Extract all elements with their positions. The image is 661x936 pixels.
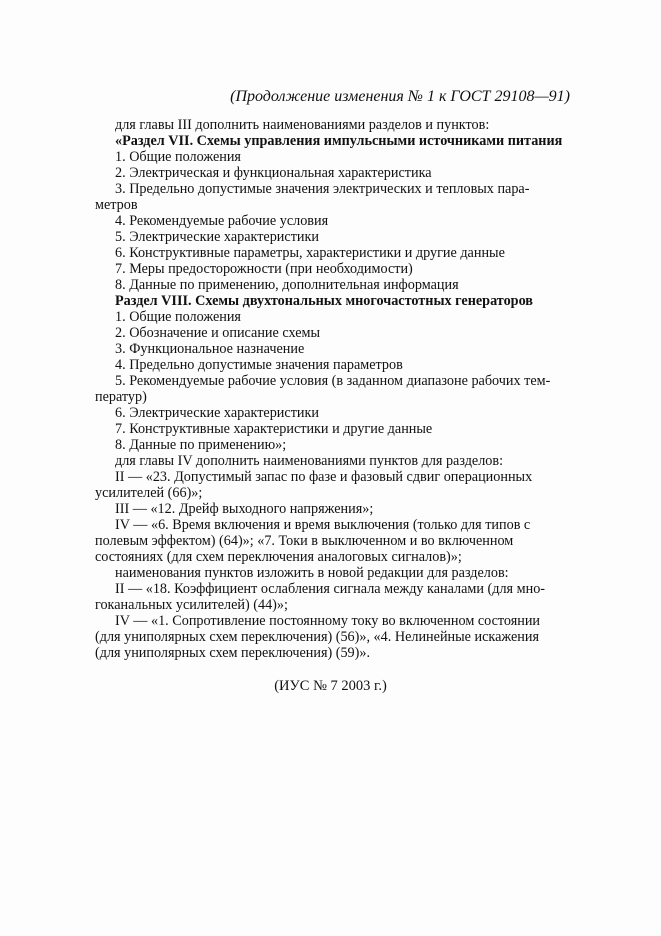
text-line: «Раздел VII. Схемы управления импульсными источниками питания <box>115 133 563 149</box>
text-line: II — «23. Допустимый запас по фазе и фазовый сдвиг операционных <box>115 469 533 485</box>
text-line: (для униполярных схем переключения) (56)», «4. Нелинейные искажения <box>95 629 539 645</box>
text-line: 1. Общие положения <box>115 309 241 325</box>
text-line: 7. Конструктивные характеристики и другие данные <box>115 421 433 437</box>
text-line: 6. Конструктивные параметры, характеристики и другие данные <box>115 245 505 261</box>
text-line: 1. Общие положения <box>115 149 241 165</box>
document-body <box>95 117 565 661</box>
text-line: IV — «1. Сопротивление постоянному току во включенном состоянии <box>115 613 541 629</box>
text-line: 5. Рекомендуемые рабочие условия (в заданном диапазоне рабочих тем- <box>115 373 551 389</box>
text-line: для главы III дополнить наименованиями разделов и пунктов: <box>115 117 490 133</box>
text-line: IV — «6. Время включения и время выключения (только для типов с <box>115 517 531 533</box>
text-line: 5. Электрические характеристики <box>115 229 319 245</box>
text-line: Раздел VIII. Схемы двухтональных многочастотных генераторов <box>115 293 533 309</box>
text-line: состояниях (для схем переключения аналоговых сигналов)»; <box>95 549 462 565</box>
text-line: II — «18. Коэффициент ослабления сигнала между каналами (для мно- <box>115 581 546 597</box>
text-line: 8. Данные по применению, дополнительная информация <box>115 277 459 293</box>
text-line: для главы IV дополнить наименованиями пунктов для разделов: <box>115 453 504 469</box>
text-line: 4. Предельно допустимые значения параметров <box>115 357 403 373</box>
source-reference: (ИУС № 7 2003 г.) <box>274 678 387 694</box>
text-line: 3. Предельно допустимые значения электрических и тепловых пара- <box>115 181 530 197</box>
text-line: усилителей (66)»; <box>95 485 203 501</box>
text-line: метров <box>95 197 138 213</box>
text-line: 2. Электрическая и функциональная характеристика <box>115 165 432 181</box>
text-line: (для униполярных схем переключения) (59)». <box>95 645 371 661</box>
text-line: 7. Меры предосторожности (при необходимости) <box>115 261 413 277</box>
text-line: ператур) <box>95 389 147 405</box>
text-line: гоканальных усилителей) (44)»; <box>95 597 288 613</box>
text-line: 2. Обозначение и описание схемы <box>115 325 321 341</box>
text-line: полевым эффектом) (64)»; «7. Токи в выключенном и во включенном <box>95 533 514 549</box>
text-line: 6. Электрические характеристики <box>115 405 319 421</box>
text-line: 4. Рекомендуемые рабочие условия <box>115 213 329 229</box>
text-line: III — «12. Дрейф выходного напряжения»; <box>115 501 374 517</box>
continuation-header: (Продолжение изменения № 1 к ГОСТ 29108—91) <box>230 88 570 105</box>
text-line: 3. Функциональное назначение <box>115 341 305 357</box>
text-line: 8. Данные по применению»; <box>115 437 287 453</box>
text-line: наименования пунктов изложить в новой редакции для разделов: <box>115 565 509 581</box>
